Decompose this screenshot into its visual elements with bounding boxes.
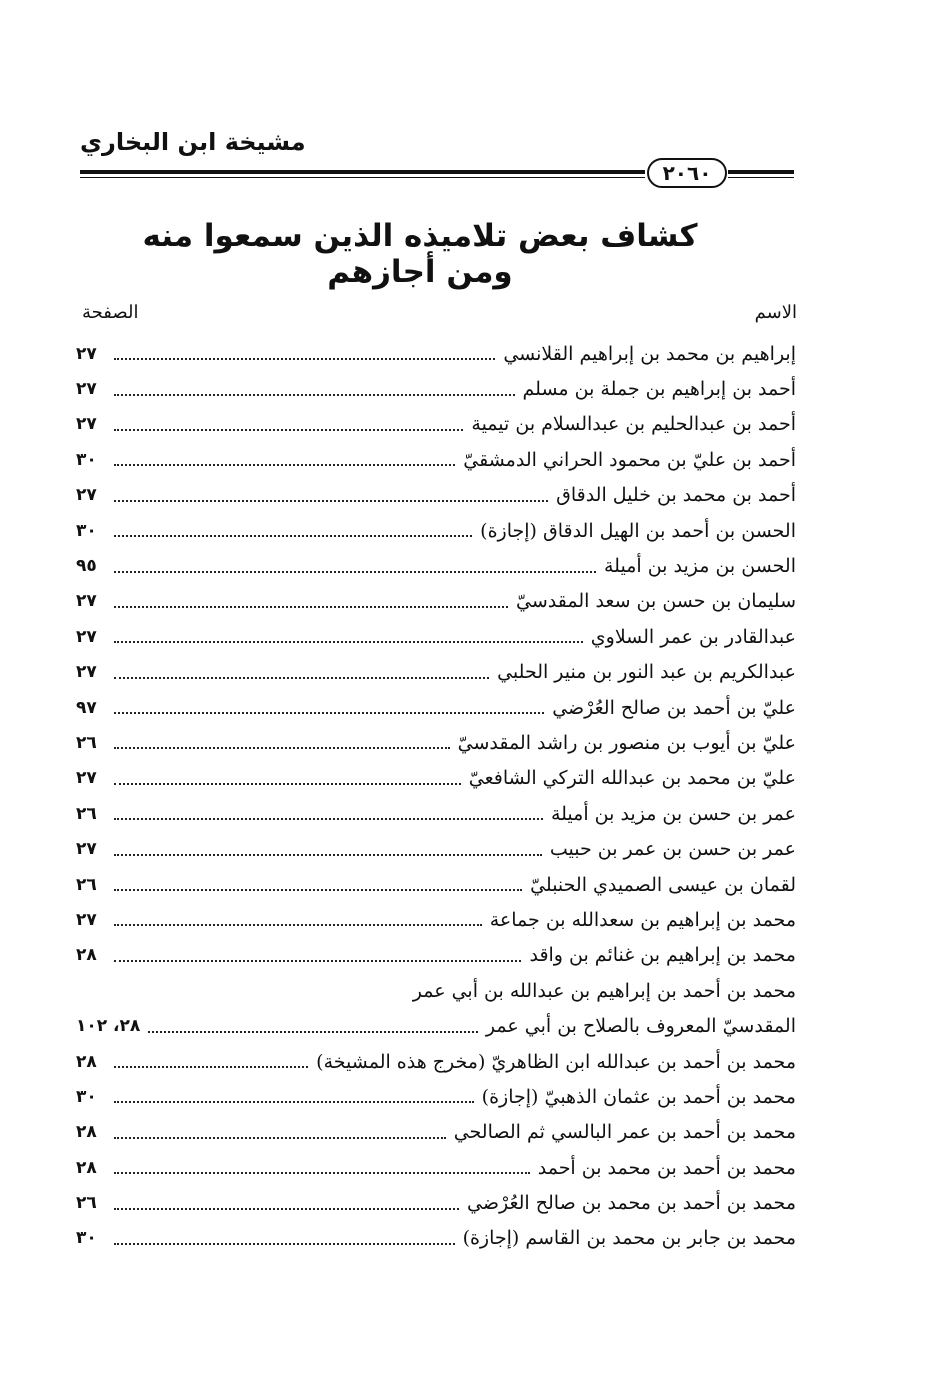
- index-entry: [76, 973, 796, 1008]
- entry-name: سليمان بن حسن بن سعد المقدسيّ: [516, 590, 796, 613]
- leader-dots: [114, 676, 489, 679]
- entry-page: ٢٨: [76, 945, 97, 966]
- index-entry: [76, 336, 796, 371]
- leader-dots: [114, 605, 508, 608]
- index-entry: [76, 619, 796, 654]
- entry-page: ٢٧: [76, 485, 97, 506]
- leader-dots: [114, 1207, 459, 1210]
- entry-page: ٢٧: [76, 909, 97, 930]
- column-header-page: الصفحة: [82, 302, 139, 323]
- entry-name: عليّ بن أيوب بن منصور بن راشد المقدسيّ: [457, 731, 796, 754]
- index-entry: [76, 1221, 796, 1256]
- leader-dots: [114, 1136, 446, 1139]
- entry-name: لقمان بن عيسى الصميدي الحنبليّ: [530, 873, 796, 896]
- entry-name: محمد بن أحمد بن عبدالله ابن الظاهريّ (مخرج هذه المشيخة): [316, 1050, 796, 1073]
- leader-dots: [114, 463, 455, 466]
- entry-name: محمد بن أحمد بن محمد بن أحمد: [537, 1156, 796, 1179]
- entry-name: عبدالكريم بن عبد النور بن منير الحلبي: [497, 661, 796, 684]
- entry-page: ٢٧: [76, 414, 97, 435]
- index-title: كشاف بعض تلاميذه الذين سمعوا منه ومن أجازهم: [142, 218, 698, 290]
- leader-dots: [148, 1030, 478, 1033]
- entry-name: أحمد بن عليّ بن محمود الحراني الدمشقيّ: [463, 448, 796, 471]
- index-entry: [76, 1008, 796, 1043]
- entry-page: ٢٧: [76, 662, 97, 683]
- leader-dots: [114, 357, 495, 360]
- header-rule-right: [728, 170, 794, 174]
- leader-dots: [114, 959, 521, 962]
- header-rule-right-thin: [728, 177, 794, 178]
- index-entry: [76, 548, 796, 583]
- leader-dots: [114, 570, 596, 573]
- entry-page: ٢٧: [76, 591, 97, 612]
- entry-name: محمد بن أحمد بن عثمان الذهبيّ (إجازة): [481, 1085, 796, 1108]
- index-entry: [76, 761, 796, 796]
- index-entry: [76, 371, 796, 406]
- entry-name: أحمد بن عبدالحليم بن عبدالسلام بن تيمية: [471, 413, 796, 436]
- index-entry: [76, 831, 796, 866]
- index-entry: [76, 725, 796, 760]
- index-entry: [76, 407, 796, 442]
- entry-name: المقدسيّ المعروف بالصلاح بن أبي عمر: [485, 1015, 796, 1038]
- index-entry: [76, 867, 796, 902]
- leader-dots: [114, 746, 450, 749]
- entry-page: ٣٠: [76, 1228, 97, 1249]
- entry-page: ٢٧: [76, 343, 97, 364]
- entry-name: عليّ بن أحمد بن صالح العُرْضي: [552, 696, 796, 719]
- entry-name: محمد بن إبراهيم بن سعدالله بن جماعة: [489, 908, 796, 931]
- index-entry: [76, 690, 796, 725]
- index-entry: [76, 478, 796, 513]
- entry-page: ٢٧: [76, 768, 97, 789]
- leader-dots: [114, 1100, 474, 1103]
- entry-name: محمد بن إبراهيم بن غنائم بن واقد: [529, 944, 796, 967]
- entry-name: إبراهيم بن محمد بن إبراهيم القلانسي: [503, 342, 796, 365]
- header-rule-left-thin: [80, 177, 645, 178]
- leader-dots: [114, 1171, 530, 1174]
- index-list: [76, 336, 796, 1256]
- header-rule-left: [80, 170, 645, 174]
- index-entry: [76, 655, 796, 690]
- entry-page: ٢٨: [76, 1122, 97, 1143]
- entry-page: ٢٧: [76, 626, 97, 647]
- index-entry: [76, 902, 796, 937]
- leader-dots: [114, 393, 515, 396]
- entry-page: ٣٠: [76, 449, 97, 470]
- entry-page: ٢٧: [76, 379, 97, 400]
- index-entry: [76, 513, 796, 548]
- leader-dots: [114, 923, 482, 926]
- entry-page: ٢٨، ١٠٢: [76, 1016, 141, 1037]
- leader-dots: [114, 782, 461, 785]
- index-entry: [76, 442, 796, 477]
- entry-page: ٣٠: [76, 1086, 97, 1107]
- entry-page: ٢٨: [76, 1051, 97, 1072]
- page-number-badge: ٢٠٦٠: [647, 158, 727, 188]
- entry-page: ٩٧: [76, 697, 97, 718]
- index-entry: [76, 1044, 796, 1079]
- index-entry: [76, 1150, 796, 1185]
- index-entry: [76, 1115, 796, 1150]
- entry-page: ٩٥: [76, 556, 97, 577]
- leader-dots: [114, 1065, 308, 1068]
- entry-name: عليّ بن محمد بن عبدالله التركي الشافعيّ: [468, 767, 796, 790]
- entry-name: أحمد بن إبراهيم بن جملة بن مسلم: [522, 378, 796, 401]
- leader-dots: [114, 711, 544, 714]
- index-entry: [76, 938, 796, 973]
- leader-dots: [114, 640, 583, 643]
- index-entry: [76, 1185, 796, 1220]
- index-entry: [76, 796, 796, 831]
- entry-name: أحمد بن محمد بن خليل الدقاق: [556, 484, 796, 507]
- entry-name: الحسن بن مزيد بن أميلة: [604, 555, 796, 578]
- leader-dots: [114, 428, 463, 431]
- leader-dots: [114, 1242, 455, 1245]
- index-entry: [76, 584, 796, 619]
- entry-name: عمر بن حسن بن مزيد بن أميلة: [550, 802, 796, 825]
- entry-name: محمد بن جابر بن محمد بن القاسم (إجازة): [462, 1227, 796, 1250]
- entry-name: محمد بن أحمد بن إبراهيم بن عبدالله بن أبي عمر: [412, 979, 796, 1002]
- entry-page: ٢٦: [76, 732, 97, 753]
- leader-dots: [114, 888, 522, 891]
- leader-dots: [114, 499, 548, 502]
- leader-dots: [114, 853, 542, 856]
- entry-page: ٢٦: [76, 874, 97, 895]
- entry-name: الحسن بن أحمد بن الهيل الدقاق (إجازة): [480, 519, 796, 542]
- leader-dots: [114, 534, 472, 537]
- leader-dots: [114, 817, 543, 820]
- entry-name: عبدالقادر بن عمر السلاوي: [590, 625, 796, 648]
- entry-page: ٢٦: [76, 803, 97, 824]
- entry-name: عمر بن حسن بن عمر بن حبيب: [549, 838, 796, 861]
- entry-page: ٢٦: [76, 1193, 97, 1214]
- entry-name: محمد بن أحمد بن عمر البالسي ثم الصالحي: [453, 1121, 796, 1144]
- entry-page: ٢٧: [76, 839, 97, 860]
- entry-page: ٢٨: [76, 1157, 97, 1178]
- column-header-name: الاسم: [754, 302, 797, 323]
- entry-page: ٣٠: [76, 520, 97, 541]
- entry-name: محمد بن أحمد بن محمد بن صالح العُرْضي: [467, 1192, 796, 1215]
- index-entry: [76, 1079, 796, 1114]
- running-header-title: مشيخة ابن البخاري: [80, 128, 306, 156]
